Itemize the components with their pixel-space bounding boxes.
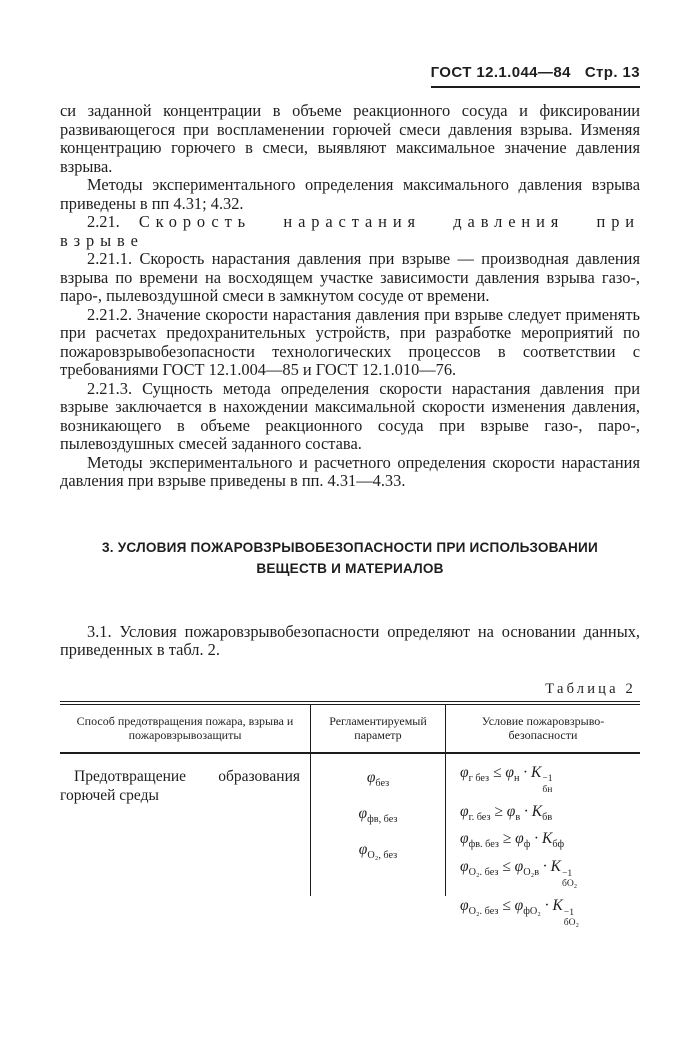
table-header-condition: Условие пожаровзрыво-безопасности: [445, 705, 640, 752]
running-header: [60, 64, 640, 88]
condition-formula-3: $\varphi_{фв. без} \ge \varphi_ф \cdot K_{бф}$: [460, 830, 565, 851]
condition-formula-2: $\varphi_{г. без} \ge \varphi_в \cdot K_{бв}$: [460, 802, 553, 823]
parameter-phi-bez: $\varphi_{без}$: [366, 768, 390, 789]
paragraph-2-21-1: 2.21.1. Скорость нарастания давления при взрыве — производная давления взрыва по времени на восходящем участке зависимости давления взрыва газо-, паро-, пылевоздушной смеси в замкнутом сосуде от времени.: [60, 249, 640, 305]
cell-parameters: [310, 754, 445, 896]
section-3-heading-line1: 3. УСЛОВИЯ ПОЖАРОВЗРЫВОБЕЗОПАСНОСТИ ПРИ ИСПОЛЬЗОВАНИИ: [102, 539, 598, 555]
clause-3-1-block: [60, 623, 640, 660]
parameter-phi-o2-bez: $\varphi_{О_2, без}$: [358, 840, 398, 861]
header-gost-reference: [431, 64, 640, 88]
header-page-number: Стр. 13: [584, 64, 640, 81]
section-3-heading-line2: ВЕЩЕСТВ И МАТЕРИАЛОВ: [256, 560, 444, 576]
body-text: [60, 102, 640, 491]
clause-number: 2.21.: [87, 212, 120, 231]
parameter-phi-fv-bez: $\varphi_{фв, без}$: [358, 804, 398, 825]
paragraph-methods-rate: Методы экспериментального и расчетного определения скорости нарастания давления при взрыве приведены в пп. 4.31—4.33.: [60, 452, 640, 490]
paragraph-methods-max-pressure: Методы экспериментального определения максимального давления взрыва приведены в пп 4.31; 4.32.: [60, 175, 640, 213]
paragraph-2-21-3: 2.21.3. Сущность метода определения скорости нарастания давления при взрыве заключается в нахождении максимальной скорости изменения давления, возникающего в объеме реакционного сосуда при взрыве газо-, паро-, пылевоздушных смесей заданного состава.: [60, 378, 640, 453]
header-standard-number: ГОСТ 12.1.044—84: [430, 64, 571, 81]
condition-formula-1: $\varphi_{г без} \le \varphi_н \cdot K$ −1 бн: [460, 763, 553, 795]
cell-method: Предотвращение образования горючей среды: [60, 767, 300, 804]
cell-conditions: [445, 754, 640, 928]
table-header-row: [60, 705, 640, 754]
table-caption: Таблица 2: [545, 680, 636, 697]
paragraph-3-1: 3.1. Условия пожаровзрывобезопасности определяют на основании данных, приведенных в табл. 2.: [60, 621, 640, 659]
paragraph-2-21-2: 2.21.2. Значение скорости нарастания давления при взрыве следует применять при расчетах предохранительных устройств, при разработке мероприятий по пожаровзрывобезопасности технологических процессов в соответствии с требованиями ГОСТ 12.1.004—85 и ГОСТ 12.1.010—76.: [60, 304, 640, 379]
table-header-parameter: Регламентируемый параметр: [310, 705, 445, 752]
condition-formula-4: $\varphi_{О_2. без} \le \varphi_{О_2в} \cdot K$ −1 бО₂: [460, 857, 578, 889]
section-3-heading: [60, 537, 640, 579]
table-header-method: Способ предотвращения пожара, взрыва и пожаровзрывозащиты: [76, 713, 294, 742]
table-body-row: [60, 754, 640, 928]
clause-title: Скорость нарастания давления при взрыве: [60, 212, 640, 250]
paragraph-continuation: си заданной концентрации в объеме реакционного сосуда и фиксировании развивающегося при воспламенении горючей смеси давления взрыва. Изменяя концентрацию горючего в смеси, выявляют максимальное значение давления взрыва.: [60, 101, 640, 176]
clause-heading-2-21: [60, 213, 640, 250]
table-2: [60, 701, 640, 928]
condition-formula-5: $\varphi_{О_2. без} \le \varphi_{фО_2} \cdot K$ −1 бО₂: [460, 896, 579, 928]
